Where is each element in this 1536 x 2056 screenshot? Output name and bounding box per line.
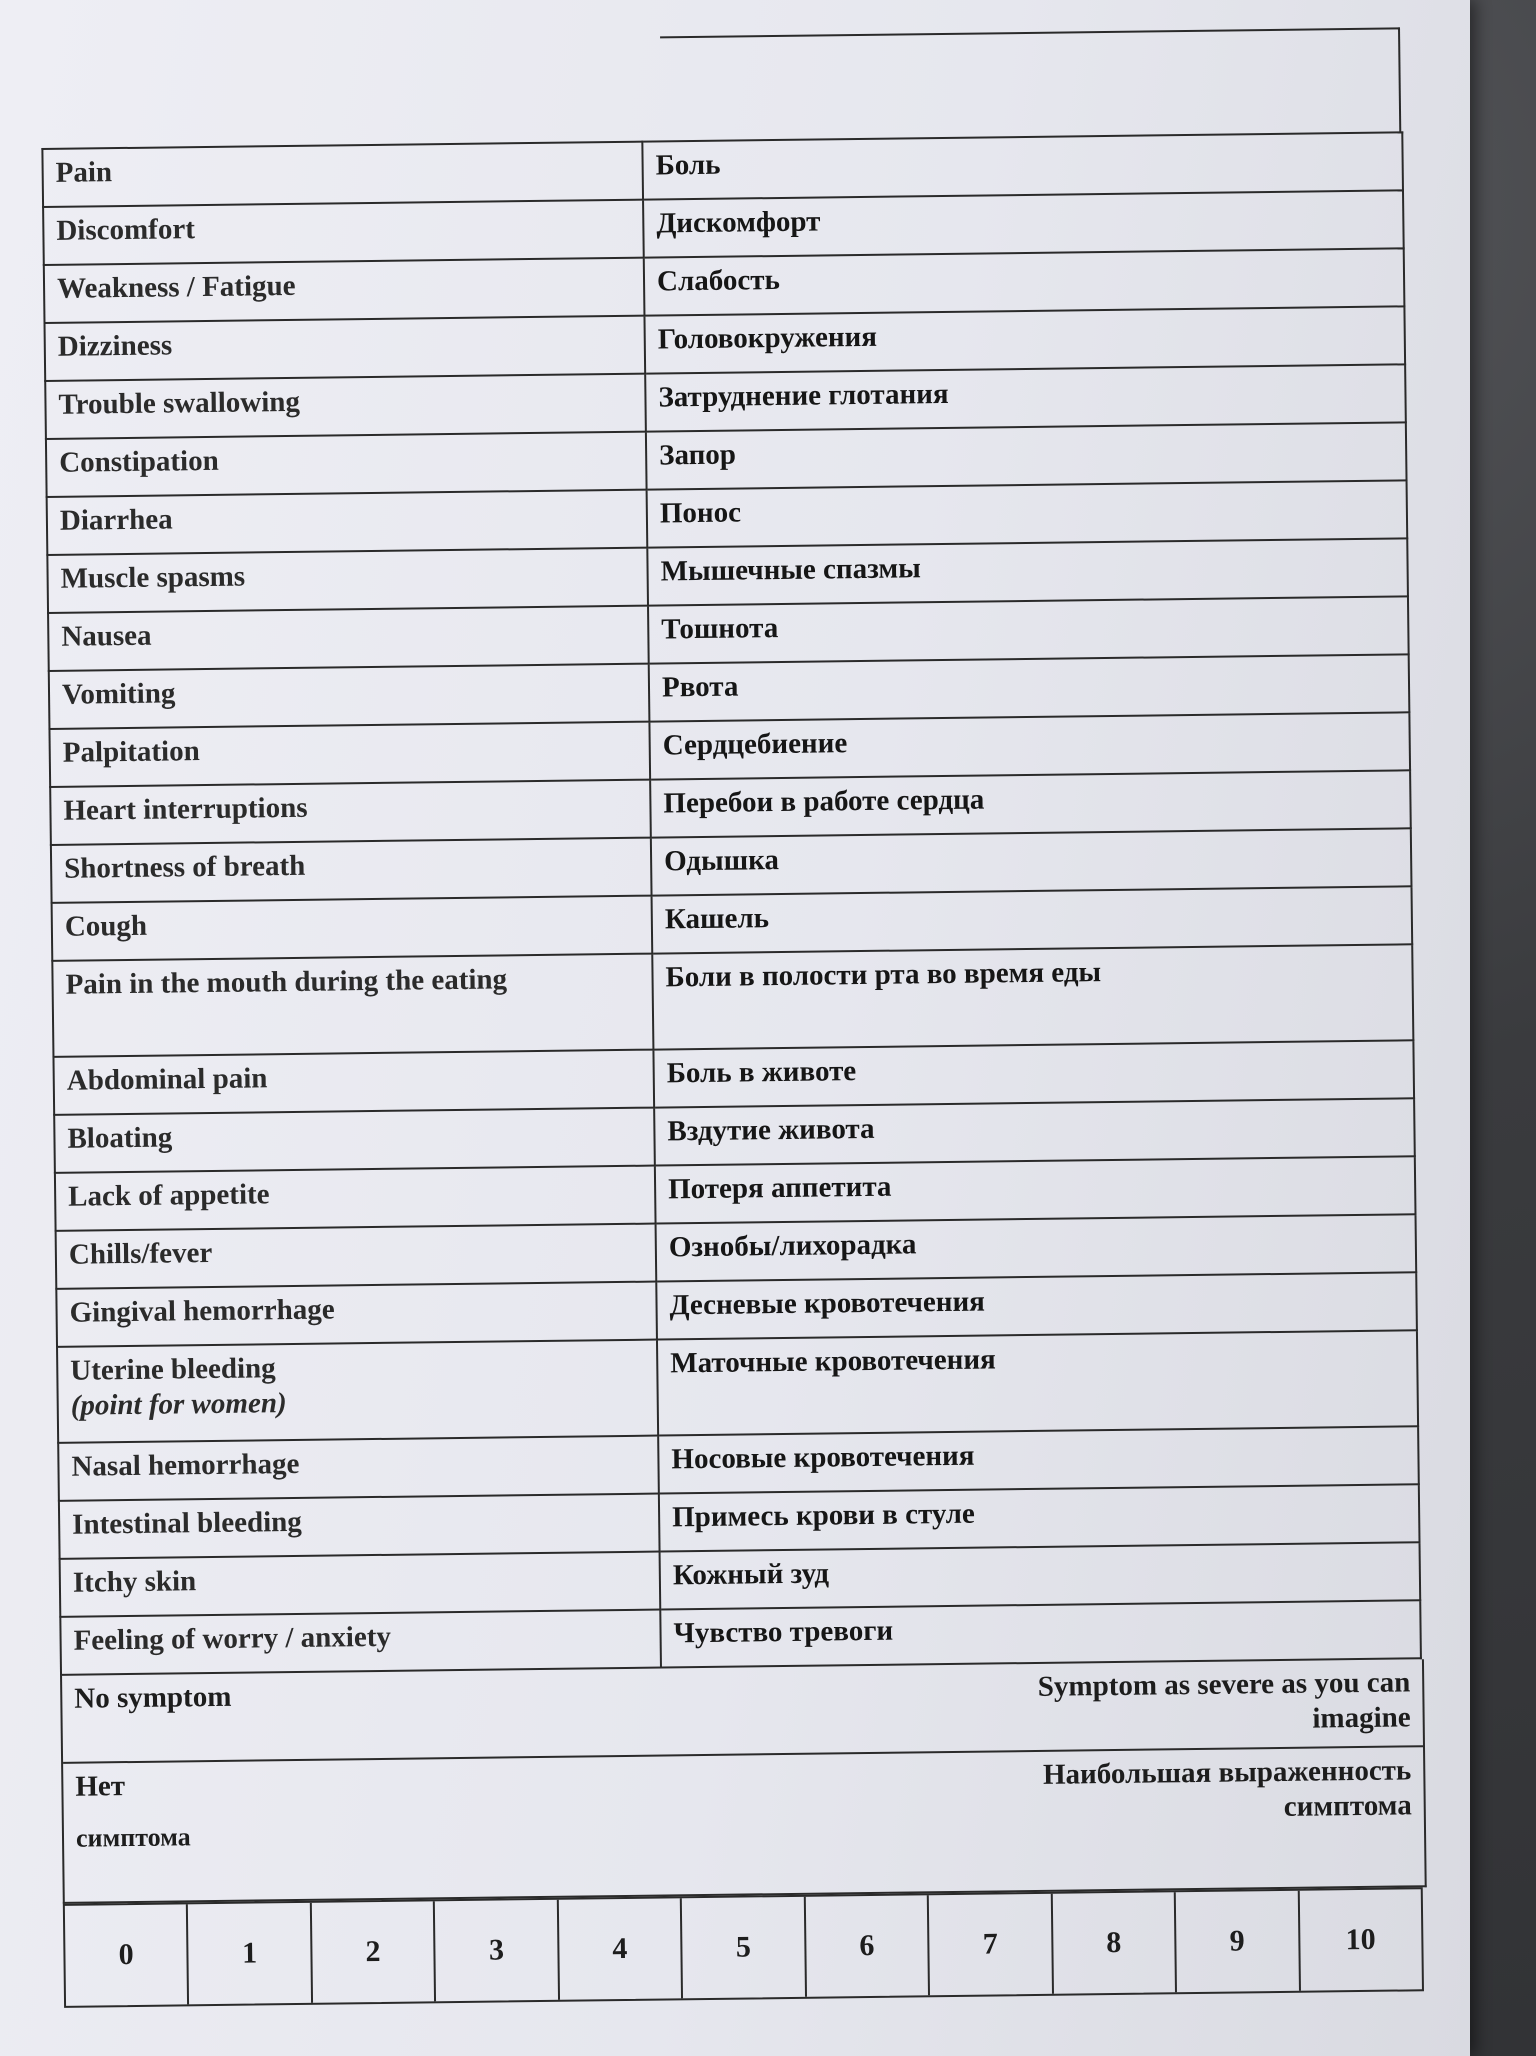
symptom-ru: Рвота [649,654,1410,721]
symptom-en: Vomiting [49,664,650,729]
symptom-table [41,131,1422,1676]
symptom-ru: Одышка [651,828,1412,895]
severity-scale-legend [60,1659,1427,1904]
symptom-ru: Мышечные спазмы [647,538,1408,605]
symptom-ru: Вздутие живота [654,1098,1415,1165]
scale-min-label-ru-line1: Нет [75,1770,126,1803]
symptom-en: Feeling of worry / anxiety [60,1610,661,1675]
scale-min-label-en: No symptom [74,1680,232,1715]
scale-value-2: 2 [312,1901,437,2003]
symptom-ru: Кашель [652,886,1413,953]
scale-value-9: 9 [1176,1891,1301,1993]
scale-min-label-ru-line2: симптома [75,1822,191,1853]
symptom-en: Gingival hemorrhage [56,1282,657,1347]
scale-value-5: 5 [682,1897,807,1999]
symptom-en: Heart interruptions [50,780,651,845]
symptom-ru: Понос [647,480,1408,547]
symptom-en: Lack of appetite [55,1166,656,1231]
symptom-ru: Десневые кровотечения [656,1272,1417,1339]
symptom-ru: Боль [642,132,1403,199]
symptom-en: Abdominal pain [53,1050,654,1115]
symptom-en: Weakness / Fatigue [44,258,645,323]
symptom-en: Intestinal bleeding [59,1494,660,1559]
symptom-en-note: (point for women) [70,1387,287,1423]
symptom-en: Pain [42,142,643,207]
symptom-en: Nausea [48,606,649,671]
symptom-ru: Сердцебиение [649,712,1410,779]
symptom-en: Bloating [54,1108,655,1173]
symptom-en: Cough [52,896,653,961]
symptom-en: Diarrhea [47,490,648,555]
symptom-ru: Головокружения [644,306,1405,373]
symptom-ru: Носовые кровотечения [658,1426,1419,1493]
symptom-ru: Слабость [644,248,1405,315]
scale-value-4: 4 [559,1898,684,2000]
symptom-en: Discomfort [43,200,644,265]
symptom-en: Muscle spasms [47,548,648,613]
symptom-en: Chills/fever [56,1224,657,1289]
symptom-en: Pain in the mouth during the eating [52,954,653,1057]
symptom-ru: Перебои в работе сердца [650,770,1411,837]
table-top-frame [40,19,1401,148]
symptom-en: Dizziness [45,316,646,381]
scale-value-10: 10 [1345,1922,1376,1957]
symptom-ru: Тошнота [648,596,1409,663]
symptom-en: Palpitation [49,722,650,787]
symptom-ru: Чувство тревоги [660,1600,1421,1667]
severity-scale-numbers [63,1887,1424,2008]
symptom-ru: Затруднение глотания [645,364,1406,431]
symptom-en: Itchy skin [60,1552,661,1617]
symptom-ru: Дискомфорт [643,190,1404,257]
symptom-ru: Боль в животе [653,1040,1414,1107]
scale-legend-ru [63,1747,1425,1902]
scale-value-1: 1 [188,1903,313,2005]
scale-max-label-ru: Наибольшая выраженность симптома [1042,1754,1412,1823]
symptom-en: Constipation [46,432,647,497]
table-top-border [660,27,1401,142]
symptom-en-cell [57,1340,658,1443]
symptom-questionnaire [40,19,1424,2007]
scale-value-3: 3 [435,1900,560,2002]
symptom-ru: Боли в полости рта во время еды [652,944,1413,1049]
scale-value-7: 7 [929,1894,1054,1996]
symptom-ru: Ознобы/лихорадка [656,1214,1417,1281]
symptom-ru: Потеря аппетита [655,1156,1416,1223]
symptom-ru: Запор [646,422,1407,489]
symptom-ru: Примесь крови в стуле [659,1484,1420,1551]
scale-value-0: 0 [65,1904,190,2006]
scale-min-label-ru [75,1767,337,1896]
symptom-en: Shortness of breath [51,838,652,903]
symptom-en: Trouble swallowing [45,374,646,439]
scale-max-label-en: Symptom as severe as you can imagine [1037,1666,1411,1735]
symptom-row [57,1330,1418,1443]
symptom-en: Nasal hemorrhage [58,1436,659,1501]
scale-value-6: 6 [806,1895,931,1997]
symptom-row [52,944,1413,1057]
scale-legend-en [62,1659,1423,1764]
symptom-table-body [42,132,1421,1675]
symptom-en: Uterine bleeding [70,1352,276,1387]
scale-value-8: 8 [1052,1892,1177,1994]
symptom-ru: Кожный зуд [660,1542,1421,1609]
symptom-ru: Маточные кровотечения [657,1330,1418,1435]
